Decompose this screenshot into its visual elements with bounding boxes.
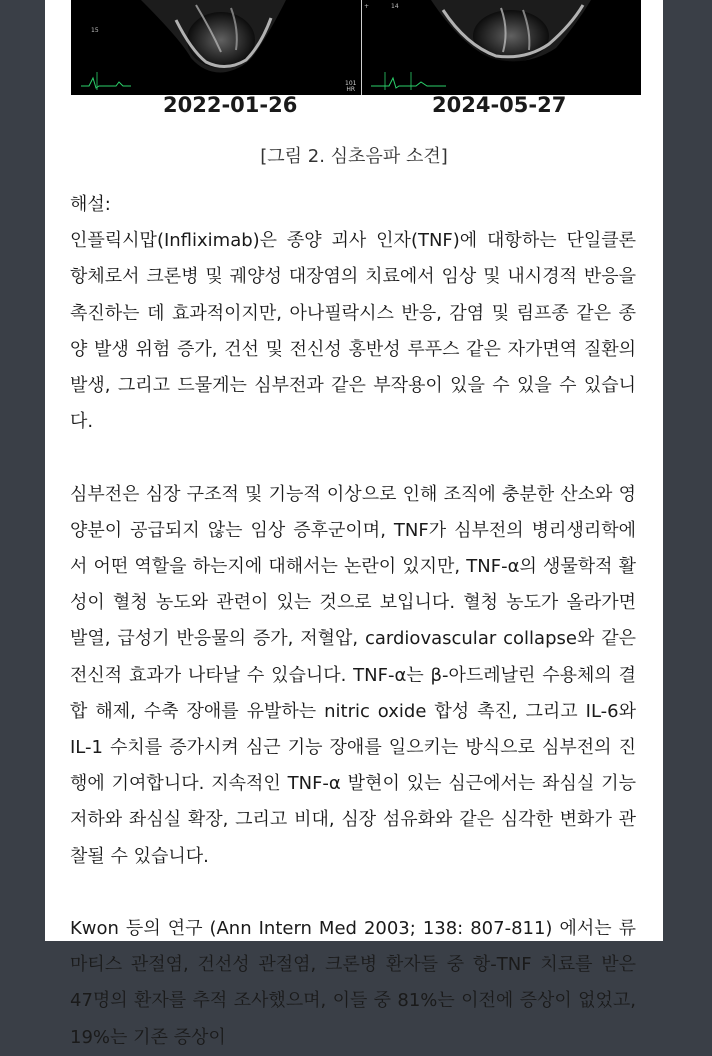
figure-date-labels — [71, 93, 641, 121]
svg-text:14: 14 — [391, 3, 399, 10]
hr-label: 101 HR — [345, 80, 357, 93]
article-body — [70, 187, 636, 1056]
svg-text:+: + — [364, 3, 370, 10]
commentary-heading: 해설: — [70, 194, 111, 215]
document-page — [45, 0, 663, 1048]
right-date-label: 2024-05-27 — [432, 93, 567, 117]
paragraph-kwon-study: Kwon 등의 연구 (Ann Intern Med 2003; 138: 807-811) 에서는 류마티스 관절염, 건선성 관절염, 크론병 환자들 중 항-TNF 치료를 받은 47명의 환자를 추적 조사했으며, 이들 중 81%는 이전에 증상이 없었고, 19%는 기존 증상이 — [70, 918, 636, 1048]
left-date-label: 2022-01-26 — [163, 93, 298, 117]
figure-divider — [361, 0, 362, 95]
svg-text:15: 15 — [91, 27, 99, 34]
echocardiogram-figure — [71, 0, 641, 95]
paragraph-heart-failure: 심부전은 심장 구조적 및 기능적 이상으로 인해 조직에 충분한 산소와 영양분이 공급되지 않는 임상 증후군이며, TNF가 심부전의 병리생리학에서 어떤 역할을 하는지에 대해서는 논란이 있지만, TNF-α의 생물학적 활성이 혈청 농도와 관련이 있는 것으로 보입니다. 혈청 농도가 올라가면 발열, 급성기 반응물의 증가, 저혈압, cardiovascular collapse와 같은 전신적 효과가 나타날 수 있습니다. TNF-α는 β-아드레날린 수용체의 결합 해제, 수축 장애를 유발하는 nitric oxide 합성 촉진, 그리고 IL-6와 IL-1 수치를 증가시켜 심근 기능 장애를 일으키는 방식으로 심부전의 진행에 기여합니다. 지속적인 TNF-α 발현이 있는 심근에서는 좌심실 기능 저하와 좌심실 확장, 그리고 비대, 심장 섬유화와 같은 심각한 변화가 관찰될 수 있습니다. — [70, 483, 636, 867]
paragraph-infliximab: 인플릭시맙(Infliximab)은 종양 괴사 인자(TNF)에 대항하는 단일클론 항체로서 크론병 및 궤양성 대장염의 치료에서 임상 및 내시경적 반응을 촉진하는 데 효과적이지만, 아나필락시스 반응, 감염 및 림프종 같은 종양 발생 위험 증가, 건선 및 전신성 홍반성 루푸스 같은 자가면역 질환의 발생, 그리고 드물게는 심부전과 같은 부작용이 있을 수 있을 수 있습니다. — [70, 230, 636, 433]
paragraph-spacer — [70, 440, 636, 476]
paragraph-spacer — [70, 875, 636, 911]
figure-caption: [그림 2. 심초음파 소견] — [260, 146, 448, 167]
